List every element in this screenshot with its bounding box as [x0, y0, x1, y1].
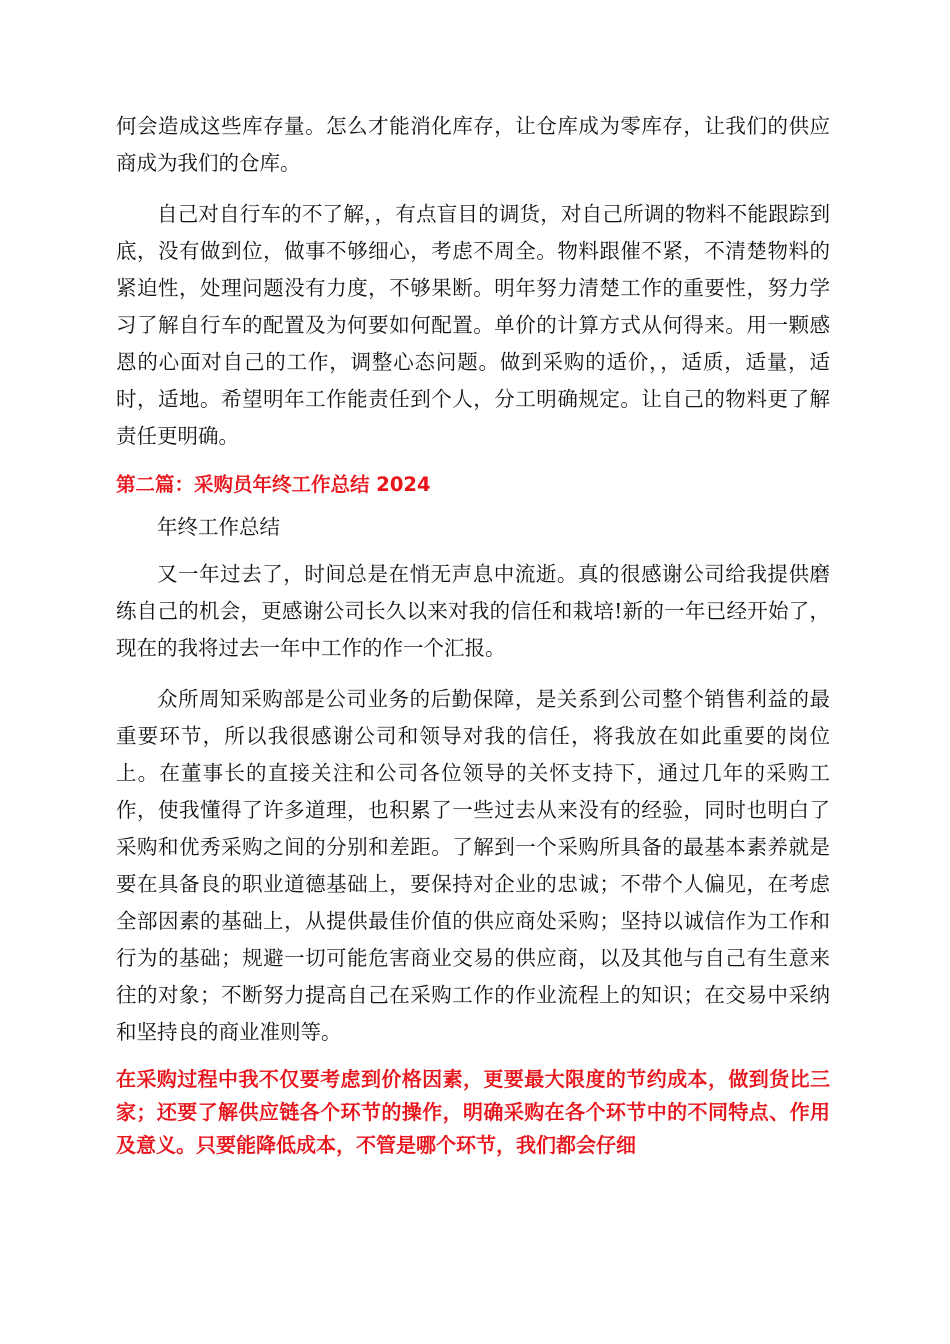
document-page — [116, 108, 830, 1162]
paragraph-year-intro: 又一年过去了，时间总是在悄无声息中流逝。真的很感谢公司给我提供磨练自己的机会，更感谢公司长久以来对我的信任和栽培!新的一年已经开始了，现在的我将过去一年中工作的作一个汇报。 — [116, 562, 830, 660]
paragraph-self-reflection: 自己对自行车的不了解，，有点盲目的调货，对自己所调的物料不能跟踪到底，没有做到位，做事不够细心，考虑不周全。物料跟催不紧，不清楚物料的紧迫性，处理问题没有力度，不够果断。明年努力清楚工作的重要性，努力学习了解自行车的配置及为何要如何配置。单价的计算方式从何得来。用一颗感恩的心面对自己的工作，调整心态问题。做到采购的适价，，适质，适量，适时，适地。希望明年工作能责任到个人，分工明确规定。让自己的物料更了解责任更明确。 — [116, 202, 830, 448]
paragraph-purchasing-role: 众所周知采购部是公司业务的后勤保障，是关系到公司整个销售利益的最重要环节，所以我很感谢公司和领导对我的信任，将我放在如此重要的岗位上。在董事长的直接关注和公司各位领导的关怀支持下，通过几年的采购工作，使我懂得了许多道理，也积累了一些过去从来没有的经验，同时也明白了采购和优秀采购之间的分别和差距。了解到一个采购所具备的最基本素养就是要在具备良的职业道德基础上，要保持对企业的忠诚；不带个人偏见，在考虑全部因素的基础上，从提供最佳价值的供应商处采购；坚持以诚信作为工作和行为的基础；规避一切可能危害商业交易的供应商，以及其他与自己有生意来往的对象；不断努力提高自己在采购工作的作业流程上的知识；在交易中采纳和坚持良的商业准则等。 — [116, 687, 830, 1044]
paragraph-inventory-continued: 何会造成这些库存量。怎么才能消化库存，让仓库成为零库存，让我们的供应商成为我们的仓库。 — [116, 114, 830, 175]
section-subtitle: 年终工作总结 — [157, 515, 280, 539]
paragraph-cost-emphasis: 在采购过程中我不仅要考虑到价格因素，更要最大限度的节约成本，做到货比三家；还要了解供应链各个环节的操作，明确采购在各个环节中的不同特点、作用及意义。只要能降低成本，不管是哪个环节，我们都会仔细 — [116, 1067, 830, 1157]
section-heading: 第二篇：采购员年终工作总结 2024 — [116, 473, 431, 496]
